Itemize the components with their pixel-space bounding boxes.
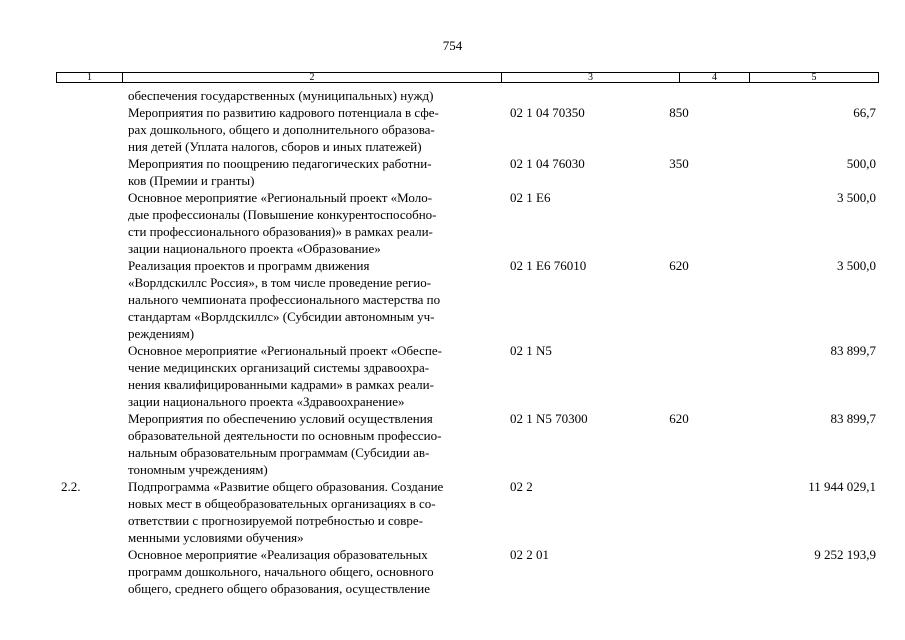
description-line: Реализация проектов и программ движения: [128, 258, 370, 273]
header-col-2: 2: [123, 73, 502, 82]
description-line: Мероприятия по поощрению педагогических работни-: [128, 156, 432, 171]
row-description: [128, 342, 500, 410]
description-line: нальным образовательным программам (Субсидии ав-: [128, 445, 430, 460]
row-description: [128, 257, 500, 342]
row-expense-type: 620: [669, 411, 689, 426]
row-expense-type: 850: [669, 105, 689, 120]
table-row: [0, 189, 905, 257]
description-line: нального чемпионата профессионального мастерства по: [128, 292, 441, 307]
row-code: 02 2: [510, 479, 533, 494]
row-amount: 66,7: [853, 105, 876, 120]
description-line: новых мест в общеобразовательных организациях в со-: [128, 496, 436, 511]
row-description: [128, 410, 500, 478]
table-row: [0, 257, 905, 342]
description-line: дые профессионалы (Повышение конкурентоспособно-: [128, 207, 437, 222]
row-description: [128, 546, 500, 597]
row-code: 02 1 N5: [510, 343, 552, 358]
row-amount: 3 500,0: [837, 258, 876, 273]
header-col-4: 4: [680, 73, 750, 82]
header-col-1: 1: [57, 73, 123, 82]
description-line: чение медицинских организаций системы здравоохра-: [128, 360, 430, 375]
table-row: [0, 155, 905, 189]
description-line: Основное мероприятие «Реализация образовательных: [128, 547, 428, 562]
row-code: 02 1 N5 70300: [510, 411, 588, 426]
row-expense-type: 620: [669, 258, 689, 273]
row-code: 02 1 E6: [510, 190, 551, 205]
description-line: ков (Премии и гранты): [128, 173, 255, 188]
table-header: [56, 72, 879, 83]
description-line: рах дошкольного, общего и дополнительного образова-: [128, 122, 435, 137]
row-description: [128, 104, 500, 155]
description-line: программ дошкольного, начального общего, основного: [128, 564, 434, 579]
row-expense-type: 350: [669, 156, 689, 171]
row-code: 02 1 E6 76010: [510, 258, 587, 273]
row-description: [128, 189, 500, 257]
description-line: обеспечения государственных (муниципальных) нужд): [128, 88, 434, 103]
description-line: «Ворлдскиллс Россия», в том числе проведение регио-: [128, 275, 432, 290]
table-row: [0, 410, 905, 478]
row-description: [128, 87, 500, 104]
row-code: 02 2 01: [510, 547, 549, 562]
description-line: менными условиями обучения»: [128, 530, 304, 545]
row-code: 02 1 04 76030: [510, 156, 585, 171]
table-row: [0, 104, 905, 155]
description-line: Основное мероприятие «Региональный проект «Моло-: [128, 190, 433, 205]
description-line: сти профессионального образования)» в рамках реали-: [128, 224, 433, 239]
row-amount: 83 899,7: [830, 411, 876, 426]
table-row: [0, 87, 905, 104]
description-line: Мероприятия по обеспечению условий осуществления: [128, 411, 433, 426]
description-line: стандартам «Ворлдскиллс» (Субсидии автономным уч-: [128, 309, 435, 324]
description-line: ния детей (Уплата налогов, сборов и иных платежей): [128, 139, 422, 154]
table-row: [0, 546, 905, 597]
description-line: Основное мероприятие «Региональный проект «Обеспе-: [128, 343, 442, 358]
header-col-3: 3: [502, 73, 680, 82]
row-amount: 3 500,0: [837, 190, 876, 205]
row-number: 2.2.: [61, 479, 81, 494]
row-amount: 9 252 193,9: [814, 547, 876, 562]
description-line: реждениям): [128, 326, 195, 341]
table-body: [0, 87, 905, 597]
description-line: образовательной деятельности по основным профессио-: [128, 428, 442, 443]
table-row: [0, 478, 905, 546]
description-line: ответствии с прогнозируемой потребностью и совре-: [128, 513, 424, 528]
description-line: общего, среднего общего образования, осуществление: [128, 581, 430, 596]
description-line: нения квалифицированными кадрами» в рамках реали-: [128, 377, 434, 392]
row-amount: 500,0: [846, 156, 876, 171]
description-line: Мероприятия по развитию кадрового потенциала в сфе-: [128, 105, 439, 120]
row-amount: 83 899,7: [830, 343, 876, 358]
description-line: зации национального проекта «Здравоохранение»: [128, 394, 405, 409]
table-row: [0, 342, 905, 410]
page-number: 754: [442, 38, 463, 53]
row-code: 02 1 04 70350: [510, 105, 585, 120]
description-line: зации национального проекта «Образование»: [128, 241, 381, 256]
row-description: [128, 155, 500, 189]
description-line: тономным учреждениям): [128, 462, 268, 477]
description-line: Подпрограмма «Развитие общего образования. Создание: [128, 479, 444, 494]
header-col-5: 5: [811, 72, 817, 83]
row-description: [128, 478, 500, 546]
row-amount: 11 944 029,1: [808, 479, 876, 494]
